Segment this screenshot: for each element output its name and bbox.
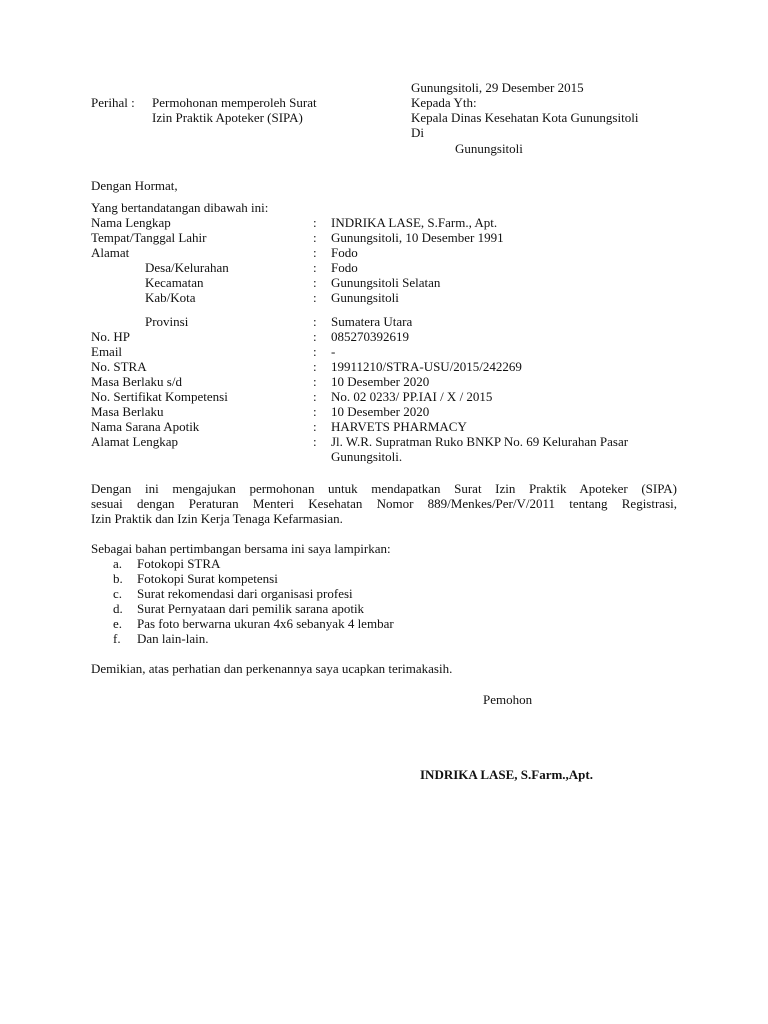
identity-row-sarana <box>0 419 768 434</box>
field-label: Alamat <box>91 245 130 260</box>
list-marker: b. <box>113 571 123 586</box>
list-text: Dan lain-lain. <box>137 631 209 646</box>
field-value: 19911210/STRA-USU/2015/242269 <box>331 359 522 374</box>
field-colon: : <box>313 419 317 434</box>
field-colon: : <box>313 245 317 260</box>
field-label: Alamat Lengkap <box>91 434 178 449</box>
identity-row-hp <box>0 329 768 344</box>
field-label: Provinsi <box>145 314 189 329</box>
identity-row-email <box>0 344 768 359</box>
list-marker: d. <box>113 601 123 616</box>
field-value: 085270392619 <box>331 329 409 344</box>
field-label: Masa Berlaku s/d <box>91 374 182 389</box>
field-colon: : <box>313 260 317 275</box>
field-label: Nama Lengkap <box>91 215 171 230</box>
recipient-di: Di <box>411 125 424 140</box>
identity-row-kabkota <box>0 290 768 305</box>
field-value: Fodo <box>331 260 358 275</box>
field-colon: : <box>313 314 317 329</box>
paragraph-line: sesuai dengan Peraturan Menteri Kesehatan Nomor 889/Menkes/Per/V/2011 tentang Registrasi, <box>91 496 677 511</box>
field-label: Kab/Kota <box>145 290 196 305</box>
list-marker: f. <box>113 631 121 646</box>
identity-row-kecamatan <box>0 275 768 290</box>
perihal-label: Perihal : <box>91 95 135 110</box>
list-item <box>0 616 768 631</box>
list-item <box>0 556 768 571</box>
paragraph-line: Dengan ini mengajukan permohonan untuk mendapatkan Surat Izin Praktik Apoteker (SIPA) <box>91 481 677 496</box>
field-value: 10 Desember 2020 <box>331 374 430 389</box>
list-text: Pas foto berwarna ukuran 4x6 sebanyak 4 lembar <box>137 616 394 631</box>
closing-line: Demikian, atas perhatian dan perkenannya saya ucapkan terimakasih. <box>91 661 453 676</box>
identity-row-nama <box>0 215 768 230</box>
field-colon: : <box>313 389 317 404</box>
identity-row-stra <box>0 359 768 374</box>
list-marker: c. <box>113 586 123 601</box>
intro-line: Yang bertandatangan dibawah ini: <box>91 200 269 215</box>
list-item <box>0 571 768 586</box>
field-value-continued: Gunungsitoli. <box>331 449 403 464</box>
field-value: INDRIKA LASE, S.Farm., Apt. <box>331 215 498 230</box>
field-value: Fodo <box>331 245 358 260</box>
field-value: Sumatera Utara <box>331 314 413 329</box>
field-value: Gunungsitoli Selatan <box>331 275 441 290</box>
field-value: Jl. W.R. Supratman Ruko BNKP No. 69 Kelurahan Pasar <box>331 434 629 449</box>
field-colon: : <box>313 434 317 449</box>
place-date: Gunungsitoli, 29 Desember 2015 <box>411 80 584 95</box>
identity-row-alamat-lengkap <box>0 434 768 464</box>
field-colon: : <box>313 344 317 359</box>
identity-row-sertifikat <box>0 389 768 404</box>
list-marker: e. <box>113 616 123 631</box>
field-label: No. STRA <box>91 359 147 374</box>
perihal-line-2: Izin Praktik Apoteker (SIPA) <box>152 110 303 125</box>
field-label: Masa Berlaku <box>91 404 164 419</box>
identity-row-desa <box>0 260 768 275</box>
recipient-city: Gunungsitoli <box>455 141 523 156</box>
field-label: Nama Sarana Apotik <box>91 419 200 434</box>
field-colon: : <box>313 230 317 245</box>
field-value: HARVETS PHARMACY <box>331 419 467 434</box>
recipient-salutation: Kepada Yth: <box>411 95 477 110</box>
field-value: No. 02 0233/ PP.IAI / X / 2015 <box>331 389 493 404</box>
field-label: Desa/Kelurahan <box>145 260 229 275</box>
list-text: Surat rekomendasi dari organisasi profesi <box>137 586 353 601</box>
field-colon: : <box>313 215 317 230</box>
identity-row-masa-berlaku-stra <box>0 374 768 389</box>
field-label: Tempat/Tanggal Lahir <box>91 230 207 245</box>
list-marker: a. <box>113 556 123 571</box>
identity-row-ttl <box>0 230 768 245</box>
field-label: No. HP <box>91 329 131 344</box>
field-colon: : <box>313 374 317 389</box>
recipient-name: Kepala Dinas Kesehatan Kota Gunungsitoli <box>411 110 639 125</box>
list-item <box>0 601 768 616</box>
field-value: - <box>331 344 336 359</box>
field-colon: : <box>313 404 317 419</box>
field-colon: : <box>313 290 317 305</box>
identity-row-alamat <box>0 245 768 260</box>
list-item <box>0 631 768 646</box>
field-colon: : <box>313 359 317 374</box>
list-text: Fotokopi Surat kompetensi <box>137 571 278 586</box>
list-text: Fotokopi STRA <box>137 556 221 571</box>
field-label: Email <box>91 344 123 359</box>
field-colon: : <box>313 329 317 344</box>
greeting: Dengan Hormat, <box>91 178 178 193</box>
paragraph-line: Izin Praktik dan Izin Kerja Tenaga Kefarmasian. <box>91 511 343 526</box>
perihal-line-1: Permohonan memperoleh Surat <box>152 95 317 110</box>
field-value: Gunungsitoli, 10 Desember 1991 <box>331 230 504 245</box>
signer-name: INDRIKA LASE, S.Farm.,Apt. <box>420 767 593 782</box>
identity-row-masa-berlaku <box>0 404 768 419</box>
identity-row-provinsi <box>0 314 768 329</box>
field-value: 10 Desember 2020 <box>331 404 430 419</box>
field-colon: : <box>313 275 317 290</box>
list-item <box>0 586 768 601</box>
field-label: No. Sertifikat Kompetensi <box>91 389 228 404</box>
list-text: Surat Pernyataan dari pemilik sarana apotik <box>137 601 365 616</box>
field-value: Gunungsitoli <box>331 290 399 305</box>
attachments-intro: Sebagai bahan pertimbangan bersama ini saya lampirkan: <box>91 541 391 556</box>
field-label: Kecamatan <box>145 275 204 290</box>
applicant-label: Pemohon <box>483 692 533 707</box>
